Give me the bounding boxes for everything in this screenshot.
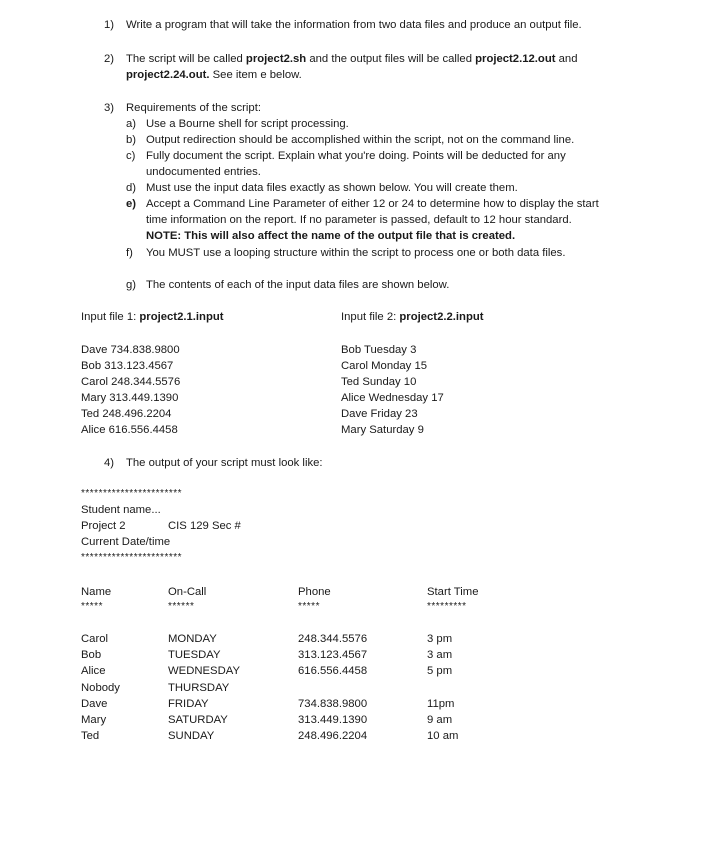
item-2-text-c: and the output files will be called	[306, 53, 476, 65]
req-c-text-1: Fully document the script. Explain what you're doing. Points will be deducted for any	[146, 150, 566, 162]
cell-start-time: 9 am	[427, 714, 453, 726]
cell-start-time: 3 am	[427, 649, 453, 661]
project-label: Project 2	[81, 520, 126, 532]
input-file-2-line: Mary Saturday 9	[341, 424, 424, 436]
req-f-label: f)	[126, 247, 133, 259]
input-file-2-line: Dave Friday 23	[341, 408, 418, 420]
current-datetime: Current Date/time	[81, 536, 171, 548]
cell-phone: 248.496.2204	[298, 730, 368, 742]
cell-name: Mary	[81, 714, 107, 726]
requirements-title: Requirements of the script:	[126, 102, 261, 114]
stars-top: ***********************	[81, 488, 183, 499]
cell-phone: 248.344.5576	[298, 633, 368, 645]
cell-on-call: MONDAY	[168, 633, 217, 645]
req-a-text: Use a Bourne shell for script processing.	[146, 118, 349, 130]
req-e-label: e)	[126, 198, 137, 210]
script-name: project2.sh	[245, 53, 307, 65]
cell-name: Ted	[81, 730, 100, 742]
cell-phone: 313.123.4567	[298, 649, 368, 661]
req-d-text: Must use the input data files exactly as shown below. You will create them.	[146, 182, 518, 194]
input-file-2-name: project2.2.input	[399, 311, 484, 323]
cell-phone: 734.838.9800	[298, 698, 368, 710]
input-file-2-label: Input file 2:	[341, 311, 400, 323]
req-g-label: g)	[126, 279, 137, 291]
item-2-text-a: The script will be called	[126, 53, 246, 65]
header-stars: *****	[81, 601, 103, 612]
cell-on-call: TUESDAY	[168, 649, 221, 661]
course-label: CIS 129 Sec #	[168, 520, 241, 532]
header-start-time: Start Time	[427, 586, 479, 598]
req-b-label: b)	[126, 134, 137, 146]
item-2-line-2	[126, 68, 302, 82]
input-file-1-line: Bob 313.123.4567	[81, 360, 174, 372]
input-file-2-line: Ted Sunday 10	[341, 376, 417, 388]
stars-bottom: ***********************	[81, 552, 183, 563]
item-1-text: Write a program that will take the information from two data files and produce an output file.	[126, 19, 582, 31]
header-stars: *********	[427, 601, 467, 612]
header-name: Name	[81, 586, 112, 598]
input-file-1-line: Mary 313.449.1390	[81, 392, 179, 404]
cell-phone: 313.449.1390	[298, 714, 368, 726]
cell-name: Alice	[81, 665, 106, 677]
item-2-text-e: and	[555, 53, 578, 65]
input-file-1-heading	[81, 310, 224, 324]
item-2-number: 2)	[104, 53, 115, 65]
header-on-call: On-Call	[168, 586, 207, 598]
input-file-2-heading	[341, 310, 484, 324]
item-2-text-f: See item e below.	[209, 69, 302, 81]
req-g-text: The contents of each of the input data files are shown below.	[146, 279, 450, 291]
req-c-text-2: undocumented entries.	[146, 166, 261, 178]
item-1-number: 1)	[104, 19, 115, 31]
item-3-number: 3)	[104, 102, 115, 114]
output-file-12: project2.12.out	[475, 53, 556, 65]
cell-start-time: 5 pm	[427, 665, 453, 677]
cell-name: Bob	[81, 649, 102, 661]
req-e-note: NOTE: This will also affect the name of the output file that is created.	[146, 230, 516, 242]
req-c-label: c)	[126, 150, 136, 162]
req-d-label: d)	[126, 182, 137, 194]
cell-on-call: SUNDAY	[168, 730, 215, 742]
output-file-24: project2.24.out.	[126, 69, 210, 81]
header-stars: *****	[298, 601, 320, 612]
input-file-2-line: Bob Tuesday 3	[341, 344, 417, 356]
cell-on-call: FRIDAY	[168, 698, 209, 710]
input-file-2-line: Carol Monday 15	[341, 360, 428, 372]
item-2-line-1	[126, 52, 578, 66]
input-file-2-line: Alice Wednesday 17	[341, 392, 444, 404]
input-file-1-line: Dave 734.838.9800	[81, 344, 180, 356]
item-4-text: The output of your script must look like:	[126, 457, 323, 469]
student-name: Student name...	[81, 504, 161, 516]
cell-name: Nobody	[81, 682, 120, 694]
req-b-text: Output redirection should be accomplished within the script, not on the command line.	[146, 134, 575, 146]
cell-name: Carol	[81, 633, 108, 645]
item-4-number: 4)	[104, 457, 115, 469]
cell-name: Dave	[81, 698, 108, 710]
req-e-text-2: time information on the report. If no parameter is passed, default to 12 hour standard.	[146, 214, 572, 226]
input-file-1-label: Input file 1:	[81, 311, 140, 323]
header-phone: Phone	[298, 586, 331, 598]
cell-start-time: 10 am	[427, 730, 459, 742]
input-file-1-line: Ted 248.496.2204	[81, 408, 172, 420]
req-a-label: a)	[126, 118, 137, 130]
req-f-text: You MUST use a looping structure within the script to process one or both data files.	[146, 247, 566, 259]
header-stars: ******	[168, 601, 195, 612]
req-e-text-1: Accept a Command Line Parameter of either 12 or 24 to determine how to display the start	[146, 198, 599, 210]
cell-on-call: WEDNESDAY	[168, 665, 240, 677]
input-file-1-line: Carol 248.344.5576	[81, 376, 181, 388]
cell-start-time: 11pm	[427, 698, 455, 710]
cell-start-time: 3 pm	[427, 633, 453, 645]
cell-on-call: SATURDAY	[168, 714, 228, 726]
cell-on-call: THURSDAY	[168, 682, 230, 694]
input-file-1-name: project2.1.input	[139, 311, 224, 323]
input-file-1-line: Alice 616.556.4458	[81, 424, 178, 436]
cell-phone: 616.556.4458	[298, 665, 368, 677]
